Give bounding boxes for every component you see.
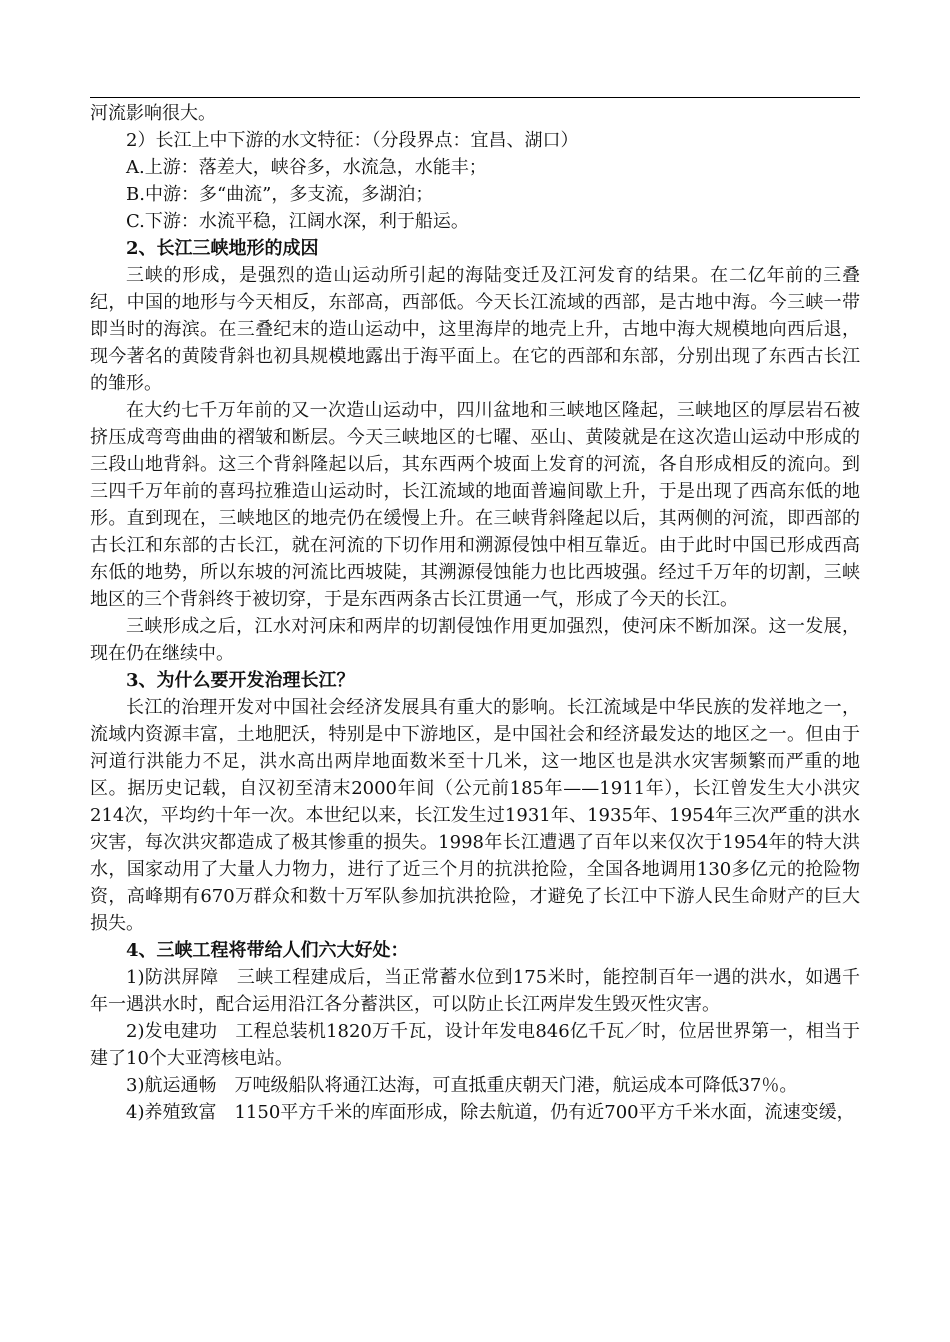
benefit-item-flood-control: 1)防洪屏障 三峡工程建成后，当正常蓄水位到175米时，能控制百年一遇的洪水，如遇千年一遇洪水时，配合运用沿江各分蓄洪区，可以防止长江两岸发生毁灭性灾害。 [90, 967, 860, 1015]
header-rule [90, 97, 860, 98]
paragraph: 在大约七千万年前的又一次造山运动中，四川盆地和三峡地区隆起，三峡地区的厚层岩石被挤压成弯弯曲曲的褶皱和断层。今天三峡地区的七曜、巫山、黄陵就是在这次造山运动中形成的三段山地背斜。这三个背斜隆起以后，其东西两个坡面上发育的河流，各自形成相反的流向。到三四千万年前的喜玛拉雅造山运动时，长江流域的地面普遍间歇上升，于是出现了西高东低的地形。直到现在，三峡地区的地壳仍在缓慢上升。在三峡背斜隆起以后，其两侧的河流，即西部的古长江和东部的古长江，就在河流的下切作用和溯源侵蚀中相互靠近。由于此时中国已形成西高东低的地势，所以东坡的河流比西坡陡，其溯源侵蚀能力也比西坡强。经过千万年的切割，三峡地区的三个背斜终于被切穿，于是东西两条古长江贯通一气，形成了今天的长江。 [90, 400, 860, 610]
section-heading-4: 4、三峡工程将带给人们六大好处： [126, 940, 409, 961]
benefit-item-aquaculture: 4)养殖致富 1150平方千米的库面形成，除去航道，仍有近700平方千米水面，流速变缓， [126, 1102, 855, 1123]
document-body [90, 100, 860, 1126]
middle-reach-item: B.中游：多“曲流”，多支流，多湖泊； [126, 184, 434, 205]
benefit-item-navigation: 3)航运通畅 万吨级船队将通江达海，可直抵重庆朝天门港，航运成本可降低37％。 [126, 1075, 798, 1096]
paragraph: 河流影响很大。 [90, 103, 216, 124]
paragraph: 三峡的形成，是强烈的造山运动所引起的海陆变迁及江河发育的结果。在二亿年前的三叠纪，中国的地形与今天相反，东部高，西部低。今天长江流域的西部，是古地中海。今三峡一带即当时的海滨。在三叠纪末的造山运动中，这里海岸的地壳上升，古地中海大规模地向西后退，现今著名的黄陵背斜也初具规模地露出于海平面上。在它的西部和东部，分别出现了东西古长江的雏形。 [90, 265, 860, 394]
upper-reach-item: A.上游：落差大，峡谷多，水流急，水能丰； [126, 157, 487, 178]
section-heading-3: 3、为什么要开发治理长江？ [126, 670, 355, 691]
lower-reach-item: C.下游：水流平稳，江阔水深，利于船运。 [126, 211, 469, 232]
hydrology-intro: 2）长江上中下游的水文特征：（分段界点：宜昌、湖口） [126, 130, 579, 151]
paragraph: 长江的治理开发对中国社会经济发展具有重大的影响。长江流域是中华民族的发祥地之一，流域内资源丰富，土地肥沃，特别是中下游地区，是中国社会和经济最发达的地区之一。但由于河道行洪能力不足，洪水高出两岸地面数米至十几米，这一地区也是洪水灾害频繁而严重的地区。据历史记载，自汉初至清末2000年间（公元前185年——1911年），长江曾发生大小洪灾214次，平均约十年一次。本世纪以来，长江发生过1931年、1935年、1954年三次严重的洪水灾害，每次洪灾都造成了极其惨重的损失。1998年长江遭遇了百年以来仅次于1954年的特大洪水，国家动用了大量人力物力，进行了近三个月的抗洪抢险，全国各地调用130多亿元的抢险物资，高峰期有670万群众和数十万军队参加抗洪抢险，才避免了长江中下游人民生命财产的巨大损失。 [90, 697, 860, 934]
section-heading-2: 2、长江三峡地形的成因 [126, 238, 319, 259]
paragraph: 三峡形成之后，江水对河床和两岸的切割侵蚀作用更加强烈，使河床不断加深。这一发展，现在仍在继续中。 [90, 616, 860, 664]
benefit-item-power: 2)发电建功 工程总装机1820万千瓦，设计年发电846亿千瓦／时，位居世界第一，相当于建了10个大亚湾核电站。 [90, 1021, 860, 1069]
